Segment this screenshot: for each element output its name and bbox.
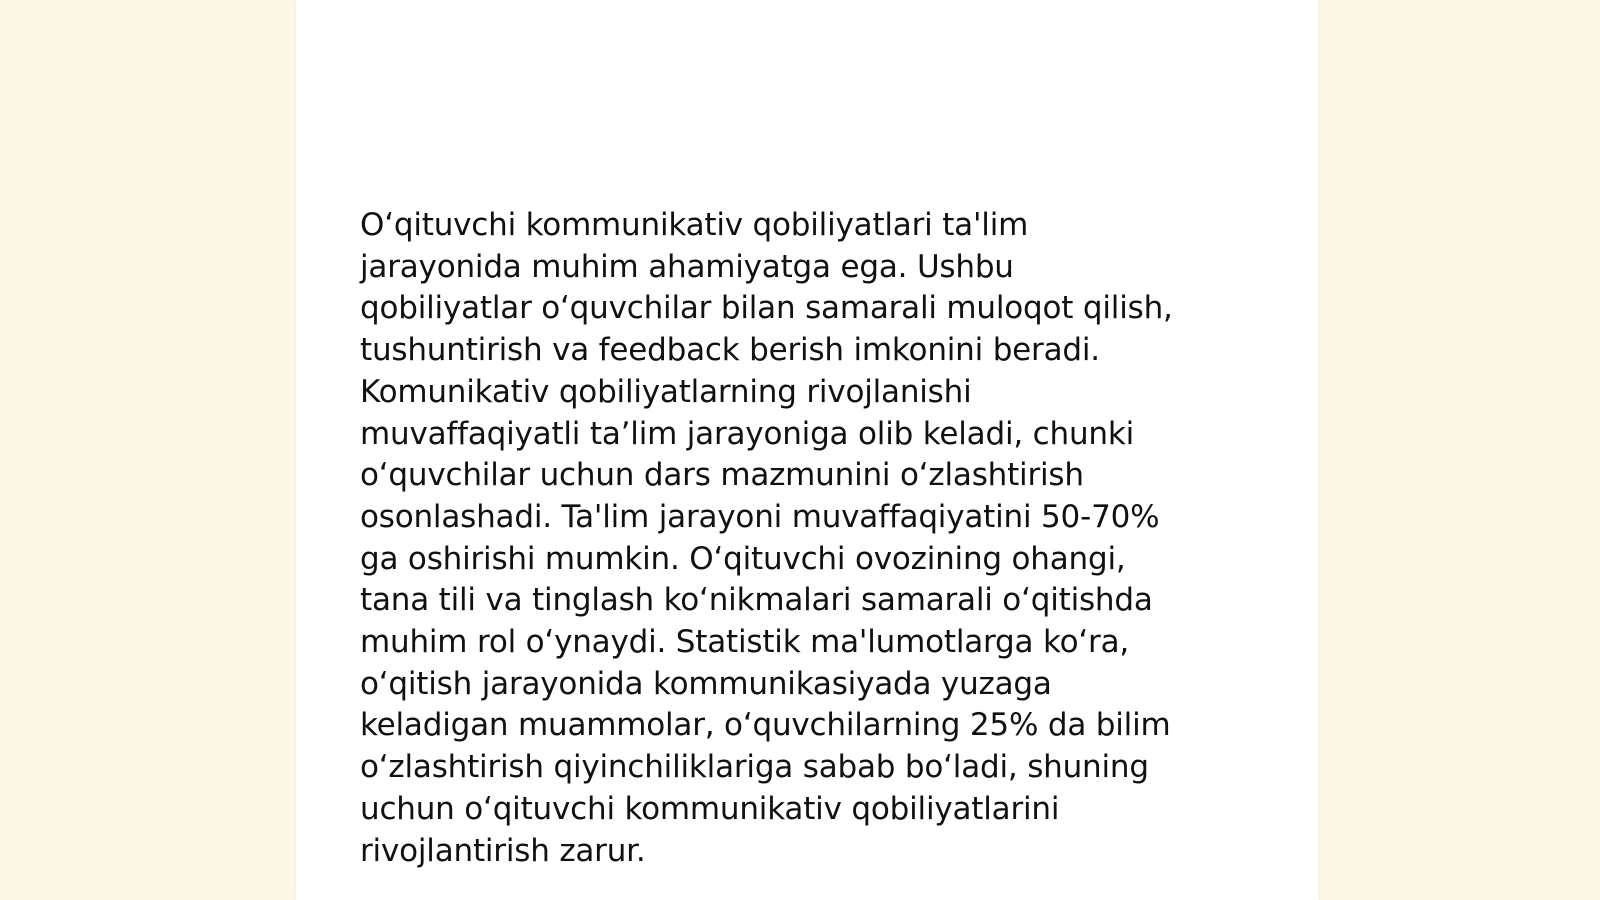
paragraph-line: o‘qitish jarayonida kommunikasiyada yuzaga — [360, 665, 1052, 702]
paragraph-line: tushuntirish va feedback berish imkonini beradi. — [360, 332, 1100, 369]
paragraph-line: o‘quvchilar uchun dars mazmunini o‘zlashtirish — [360, 457, 1084, 494]
paragraph-line: osonlashadi. Ta'lim jarayoni muvaffaqiyatini 50-70% — [360, 498, 1160, 535]
paragraph-line: keladigan muammolar, o‘quvchilarning 25% da bilim — [360, 707, 1171, 744]
paragraph-line: muhim rol o‘ynaydi. Statistik ma'lumotlarga ko‘ra, — [360, 624, 1130, 661]
paragraph-line: qobiliyatlar o‘quvchilar bilan samarali muloqot qilish, — [360, 290, 1173, 327]
paragraph-line: Komunikativ qobiliyatlarning rivojlanishi — [360, 373, 972, 410]
paragraph-line: jarayonida muhim ahamiyatga ega. Ushbu — [360, 248, 1014, 285]
paragraph-line: ga oshirishi mumkin. O‘qituvchi ovozining ohangi, — [360, 540, 1126, 577]
paragraph-line: o‘zlashtirish qiyinchiliklariga sabab bo‘ladi, shuning — [360, 749, 1149, 786]
document-page — [296, 0, 1318, 900]
paragraph-line: muvaffaqiyatli ta’lim jarayoniga olib keladi, chunki — [360, 415, 1135, 452]
body-paragraph — [360, 205, 1240, 872]
paragraph-line: O‘qituvchi kommunikativ qobiliyatlari ta'lim — [360, 207, 1029, 243]
paragraph-line: uchun o‘qituvchi kommunikativ qobiliyatlarini — [360, 790, 1060, 827]
paragraph-line: rivojlantirish zarur. — [360, 832, 646, 869]
paragraph-line: tana tili va tinglash ko‘nikmalari samarali o‘qitishda — [360, 582, 1153, 619]
